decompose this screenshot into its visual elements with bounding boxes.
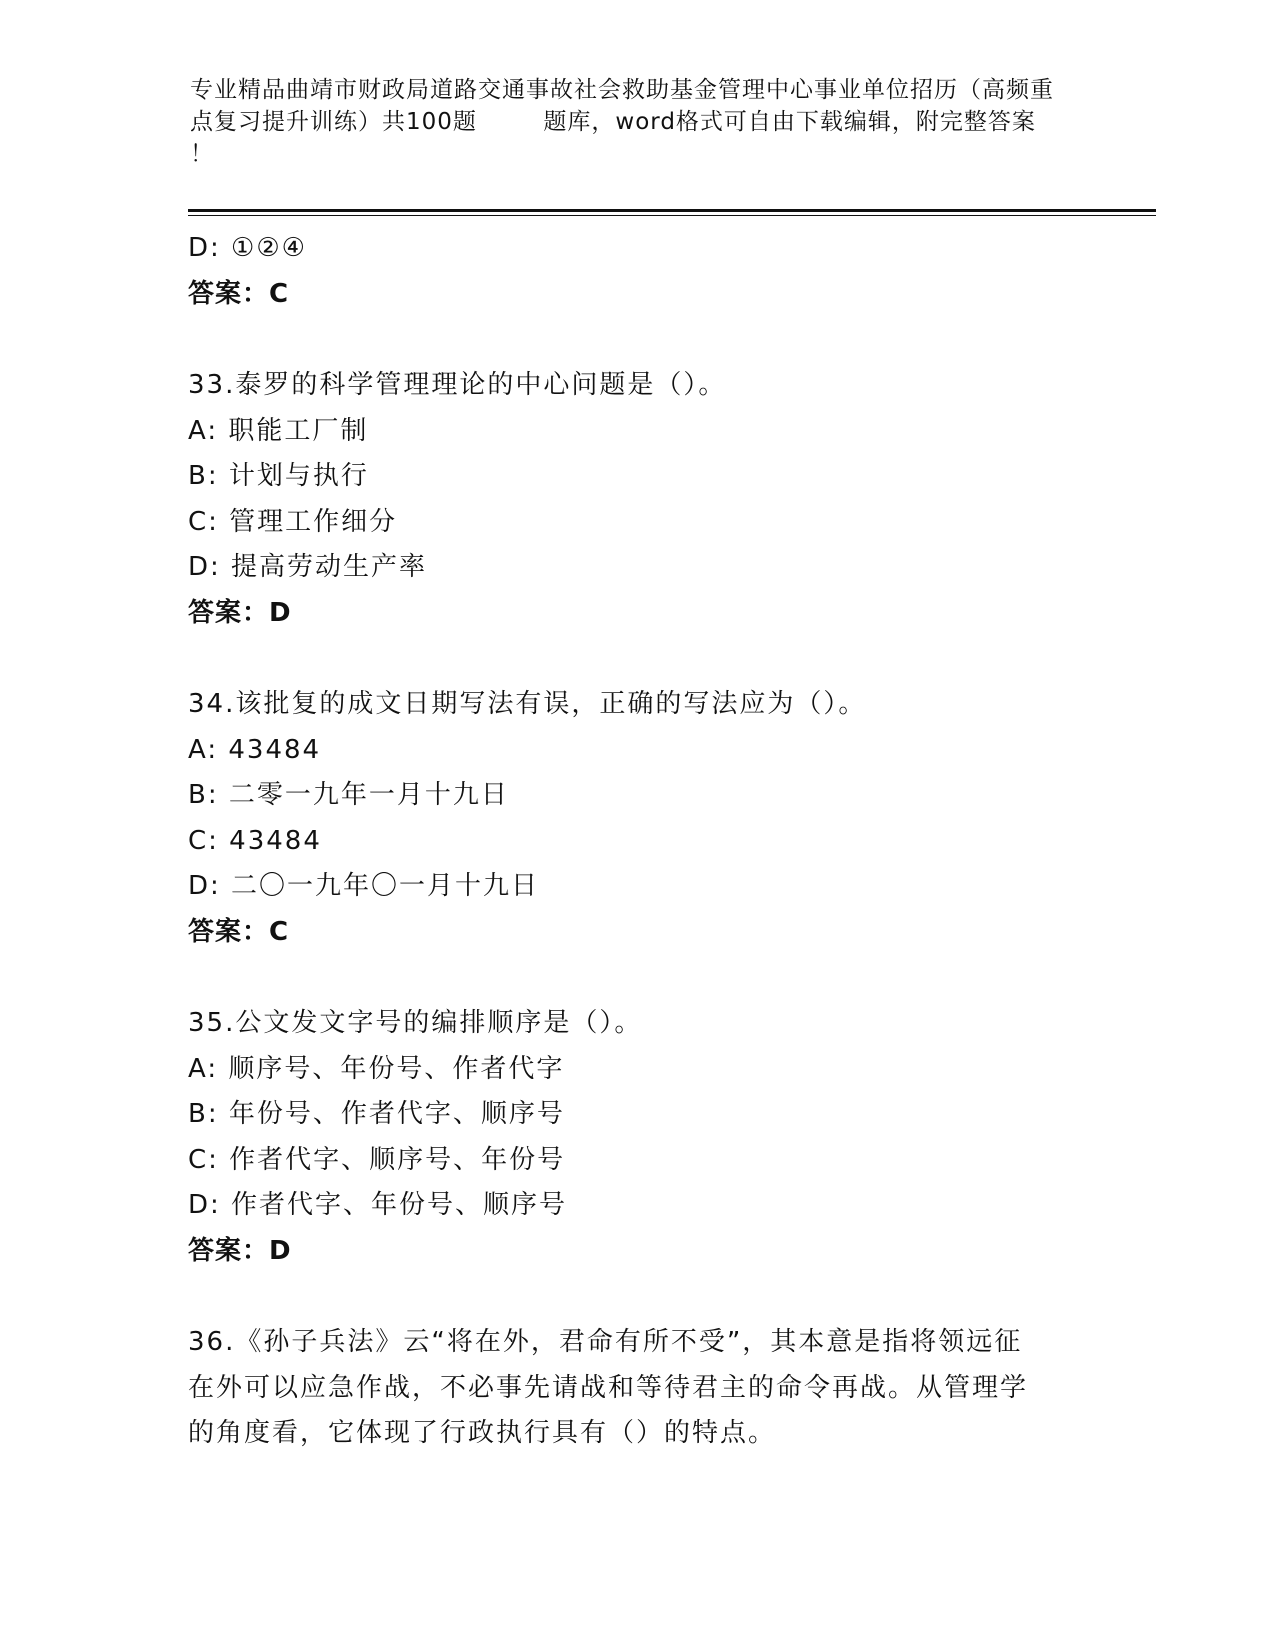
option-c: C: 管理工作细分 <box>188 506 398 537</box>
question-text: 35.公文发文字号的编排顺序是（）。 <box>188 1008 643 1038</box>
option-d: D: 二〇一九年〇一月十九日 <box>188 871 540 901</box>
answer: 答案：D <box>188 1235 292 1266</box>
question-34 <box>188 682 1088 955</box>
option-c: C: 43484 <box>188 825 322 856</box>
option-b: B: 二零一九年一月十九日 <box>188 780 509 810</box>
header-divider-thin <box>188 215 1156 216</box>
question-text-line: 36.《孙子兵法》云“将在外，君命有所不受”，其本意是指将领远征 <box>188 1327 1023 1357</box>
option-b: B: 年份号、作者代字、顺序号 <box>188 1099 565 1129</box>
option-d: D: ①②④ <box>188 233 307 263</box>
header-divider-thick <box>188 209 1156 212</box>
option-d: D: 提高劳动生产率 <box>188 552 428 582</box>
answer: 答案：C <box>188 278 290 309</box>
option-b: B: 计划与执行 <box>188 461 369 491</box>
question-text: 33.泰罗的科学管理理论的中心问题是（）。 <box>188 370 727 400</box>
question-text: 34.该批复的成文日期写法有误，正确的写法应为（）。 <box>188 689 867 719</box>
answer: 答案：C <box>188 916 290 947</box>
question-text-line: 的角度看，它体现了行政执行具有（）的特点。 <box>188 1418 777 1448</box>
option-a: A: 顺序号、年份号、作者代字 <box>188 1053 565 1084</box>
option-a: A: 职能工厂制 <box>188 415 369 446</box>
previous-question-tail <box>188 226 1088 317</box>
header-line: ！ <box>190 141 214 167</box>
question-text-line: 在外可以应急作战，不必事先请战和等待君主的命令再战。从管理学 <box>188 1372 1029 1403</box>
option-a: A: 43484 <box>188 734 322 765</box>
answer: 答案：D <box>188 597 292 628</box>
option-d: D: 作者代字、年份号、顺序号 <box>188 1190 568 1220</box>
question-36 <box>188 1320 1088 1457</box>
question-35 <box>188 1001 1088 1274</box>
document-header <box>190 74 1090 170</box>
question-33 <box>188 363 1088 636</box>
question-list <box>188 226 1088 1457</box>
option-c: C: 作者代字、顺序号、年份号 <box>188 1144 566 1175</box>
header-line: 专业精品曲靖市财政局道路交通事故社会救助基金管理中心事业单位招历（高频重 <box>190 77 1054 103</box>
header-line: 点复习提升训练）共100题 题库，word格式可自由下载编辑，附完整答案 <box>190 109 1036 135</box>
